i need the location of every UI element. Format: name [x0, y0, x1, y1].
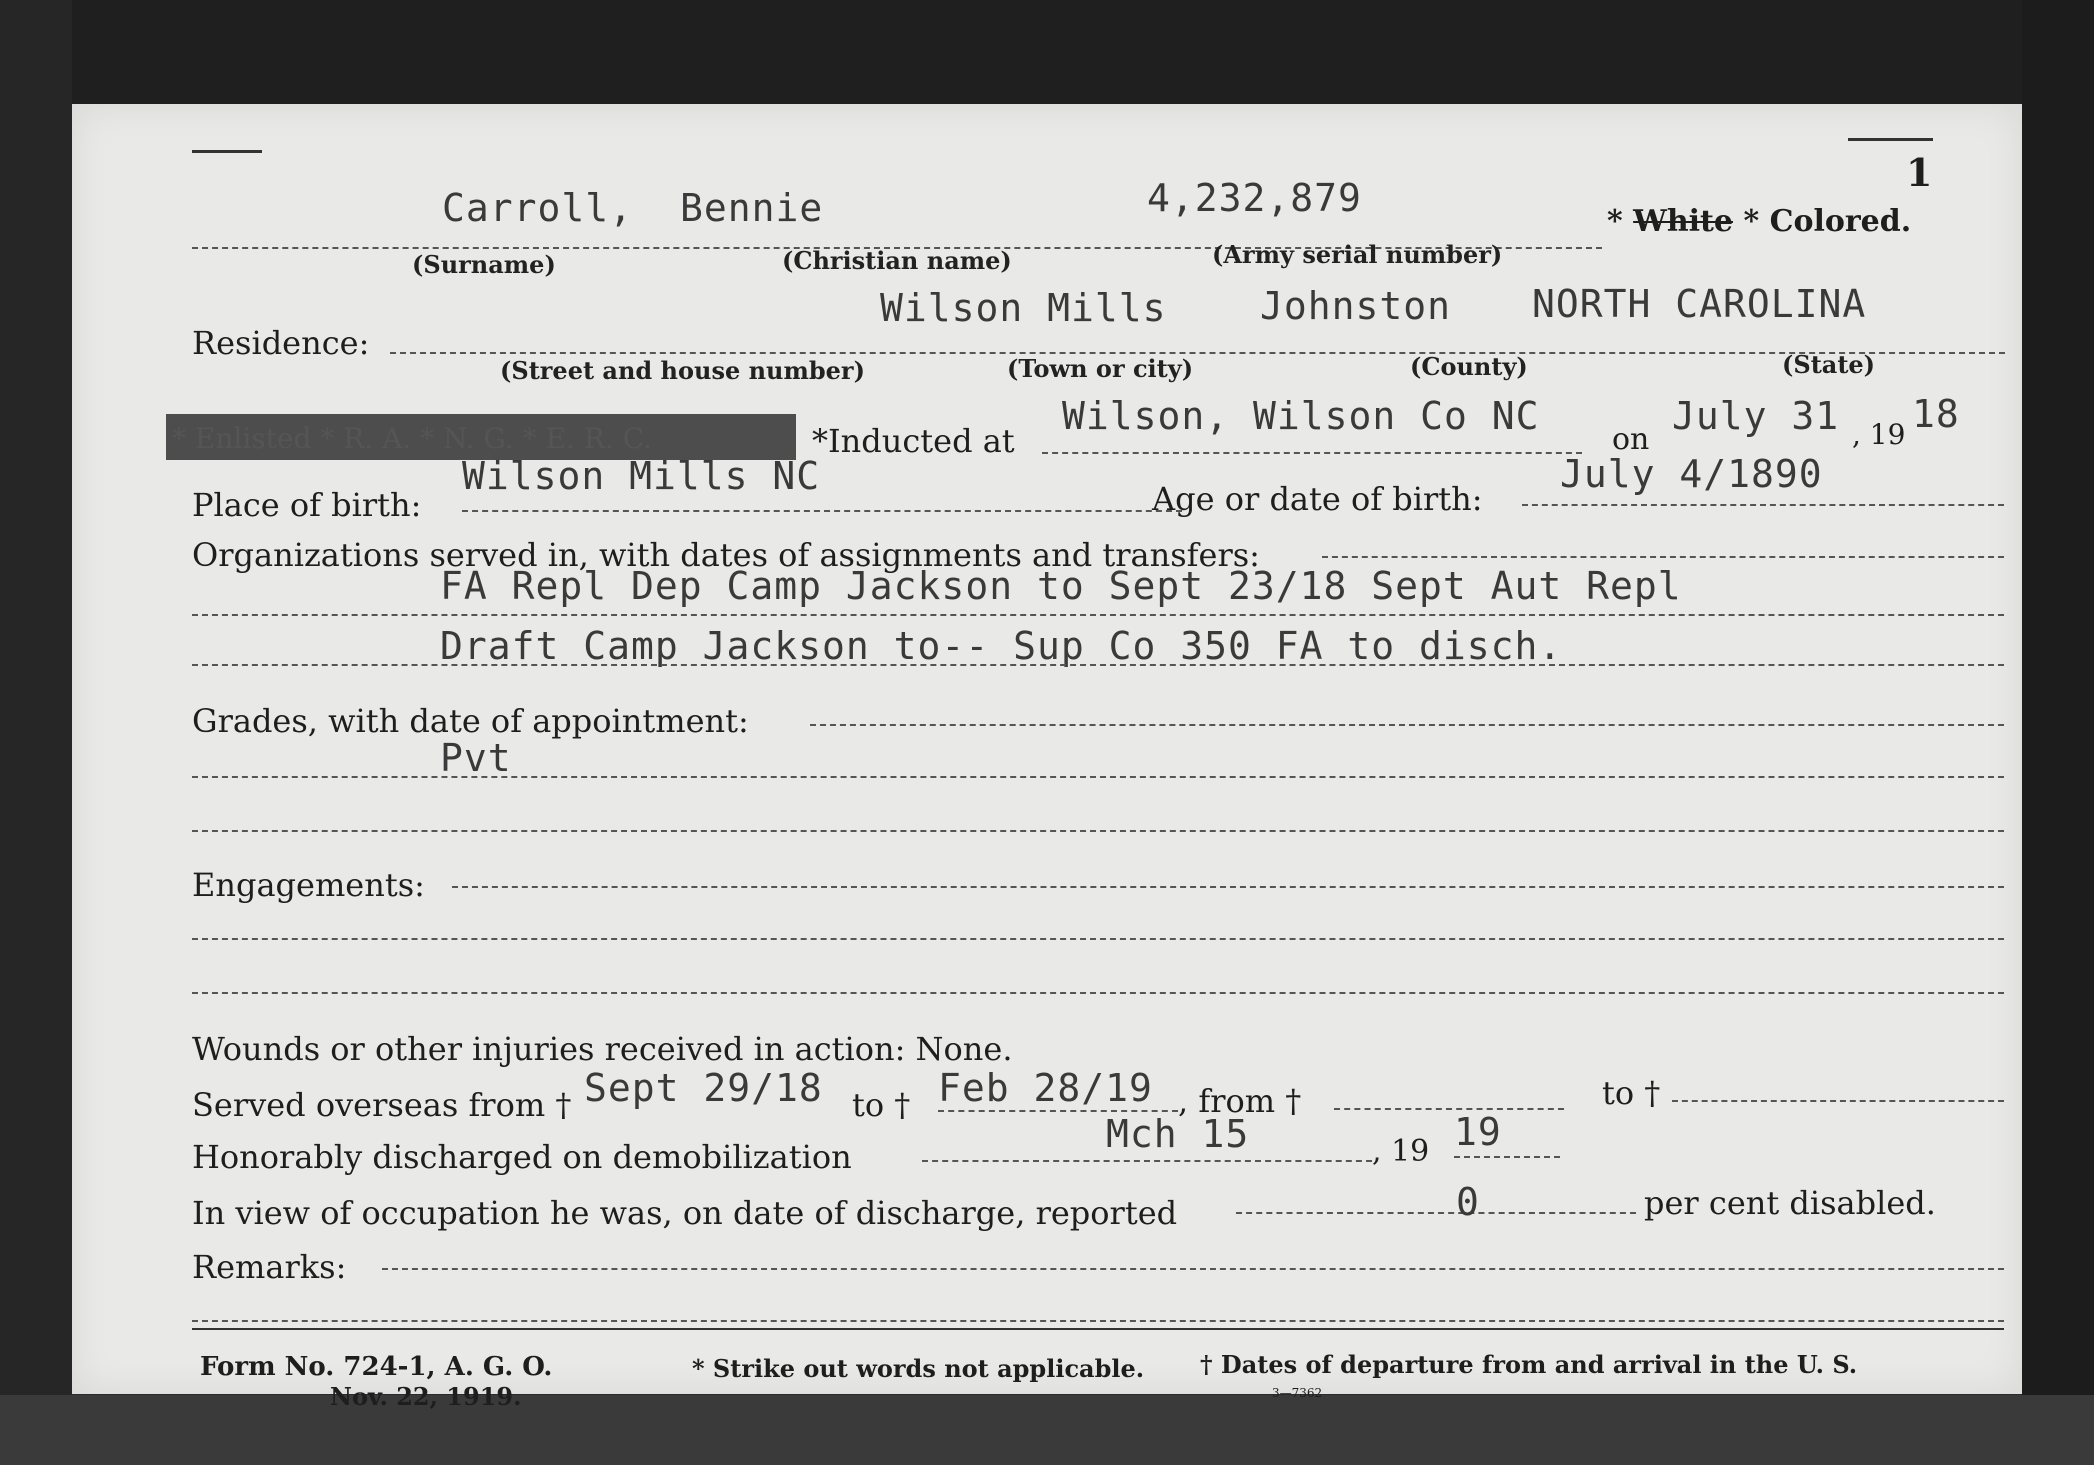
- overseas-from2-label: , from †: [1178, 1082, 1302, 1120]
- wounds-label: Wounds or other injuries received in action: None.: [192, 1030, 1013, 1068]
- print-code: 3—7362: [1272, 1386, 1323, 1400]
- overseas-to2-line: [1672, 1100, 2004, 1102]
- race-prefix: *: [1607, 204, 1634, 239]
- corner-mark: [192, 150, 262, 153]
- organizations-label: Organizations served in, with dates of assignments and transfers:: [192, 536, 1260, 574]
- residence-state: NORTH CAROLINA: [1532, 282, 1867, 326]
- christian-name-value: Bennie: [680, 186, 824, 230]
- residence-label: Residence:: [192, 324, 370, 362]
- discharge-year-prefix: , 19: [1372, 1134, 1430, 1169]
- discharge-label: Honorably discharged on demobilization: [192, 1138, 852, 1176]
- discharge-date: Mch 15: [1106, 1112, 1250, 1156]
- inducted-date: July 31: [1672, 394, 1840, 438]
- inducted-year-prefix: , 19: [1852, 418, 1906, 451]
- grades-label: Grades, with date of appointment:: [192, 702, 749, 740]
- disability-value: 0: [1456, 1180, 1480, 1224]
- overseas-to-value: Feb 28/19: [938, 1066, 1153, 1110]
- organizations-line-2-text: Draft Camp Jackson to-- Sup Co 350 FA to disch.: [440, 624, 1563, 668]
- grades-line-1: [192, 776, 2004, 778]
- label-county: (County): [1410, 352, 1528, 381]
- label-town: (Town or city): [1007, 354, 1194, 383]
- scanner-frame-bottom: [0, 1395, 2094, 1465]
- disability-suffix: per cent disabled.: [1644, 1184, 1936, 1222]
- grades-line-0: [810, 724, 2004, 726]
- label-christian-name: (Christian name): [782, 246, 1012, 275]
- dob-value: July 4/1890: [1560, 452, 1823, 496]
- grades-line-2: [192, 830, 2004, 832]
- footnote-dates: † Dates of departure from and arrival in the U. S.: [1200, 1350, 1858, 1379]
- scanner-frame-top: [0, 0, 2094, 105]
- engagements-line-1: [192, 938, 2004, 940]
- overseas-to2-label: to †: [1602, 1074, 1661, 1112]
- remarks-line-1: [192, 1320, 2004, 1322]
- label-state: (State): [1782, 350, 1876, 379]
- discharge-date-line: [922, 1160, 1372, 1162]
- organizations-line-0: [1322, 556, 2004, 558]
- race-colored: * Colored.: [1743, 204, 1912, 239]
- dob-line: [1522, 504, 2004, 506]
- disability-label: In view of occupation he was, on date of discharge, reported: [192, 1194, 1178, 1232]
- residence-line: [390, 352, 2005, 354]
- inducted-label: *Inducted at: [812, 422, 1015, 460]
- overseas-to-label: to †: [852, 1086, 911, 1124]
- organizations-line-1-text: FA Repl Dep Camp Jackson to Sept 23/18 Sept Aut Repl: [440, 564, 1682, 608]
- inducted-place-line: [1042, 452, 1582, 454]
- remarks-rule: [192, 1328, 2004, 1330]
- residence-town: Wilson Mills: [880, 286, 1167, 330]
- birthplace-value: Wilson Mills NC: [462, 454, 821, 498]
- residence-county: Johnston: [1260, 284, 1452, 328]
- inducted-year: 18: [1912, 392, 1960, 436]
- race-options: [1607, 204, 1911, 239]
- serial-number-value: 4,232,879: [1147, 176, 1362, 220]
- scanner-frame-right: [2022, 0, 2094, 1465]
- inducted-place: Wilson, Wilson Co NC: [1062, 394, 1540, 438]
- label-street: (Street and house number): [500, 356, 865, 385]
- on-label: on: [1612, 422, 1650, 457]
- engagements-line-2: [192, 992, 2004, 994]
- card-number: 1: [1906, 150, 1933, 195]
- engagements-line-0: [452, 886, 2004, 888]
- organizations-line-2: [192, 664, 2004, 666]
- service-record-card: [72, 104, 2022, 1411]
- label-serial-number: (Army serial number): [1212, 240, 1503, 269]
- overseas-from-value: Sept 29/18: [584, 1066, 823, 1110]
- discharge-year: 19: [1454, 1110, 1502, 1154]
- disability-line: [1236, 1212, 1636, 1214]
- footnote-strike: * Strike out words not applicable.: [692, 1354, 1145, 1383]
- organizations-line-1: [192, 614, 2004, 616]
- remarks-line-0: [382, 1268, 2004, 1270]
- surname-value: Carroll,: [442, 186, 634, 230]
- scanner-frame-left: [0, 0, 72, 1465]
- corner-mark-right: [1848, 138, 1933, 141]
- race-white-struck: White: [1633, 204, 1733, 239]
- remarks-label: Remarks:: [192, 1248, 347, 1286]
- grades-value: Pvt: [440, 736, 512, 780]
- birthplace-line: [462, 510, 1182, 512]
- overseas-label: Served overseas from †: [192, 1086, 572, 1124]
- form-date: Nov. 22, 1919.: [330, 1382, 522, 1411]
- engagements-label: Engagements:: [192, 866, 425, 904]
- form-number: Form No. 724-1, A. G. O.: [200, 1352, 553, 1382]
- label-surname: (Surname): [412, 250, 556, 279]
- overseas-from2-line: [1334, 1108, 1564, 1110]
- dob-label: Age or date of birth:: [1152, 480, 1483, 518]
- enlisted-label-struck: * Enlisted * R. A. * N. G. * E. R. C.: [172, 422, 653, 455]
- birthplace-label: Place of birth:: [192, 486, 422, 524]
- discharge-year-line: [1454, 1156, 1560, 1158]
